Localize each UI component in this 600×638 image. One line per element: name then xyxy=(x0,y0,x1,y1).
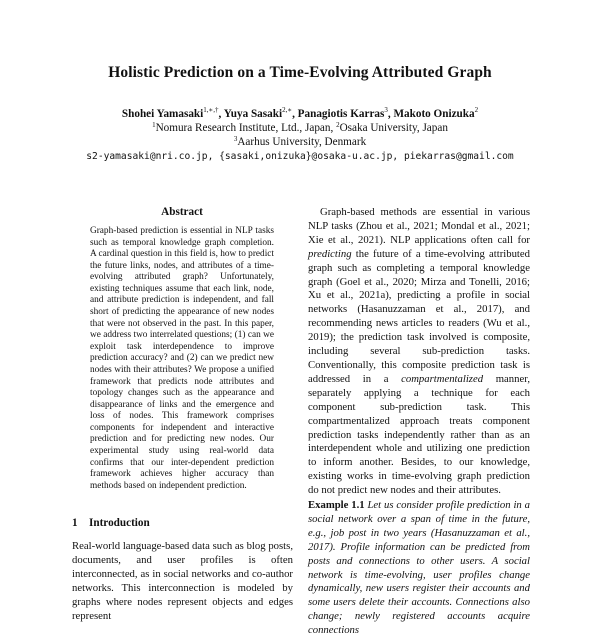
author-marks: 1,∗,† xyxy=(203,106,219,114)
author-marks: 2,∗ xyxy=(282,106,293,114)
author-separator: , xyxy=(292,108,298,120)
affiliation-text: Osaka University, Japan xyxy=(339,122,448,134)
emphasis: predicting xyxy=(308,247,352,260)
affiliation-mark: 1 xyxy=(152,121,156,129)
author-separator: , xyxy=(387,108,394,120)
example-text: Let us consider profile prediction in a social network over a span of time in the future, e.g., job post in two years (Hasanuzzaman et al., 2017). Profile information can be predicted from posts and connections to other users. A social network is time-evolving, user profiles change dynamically, new users register their accounts and some users delete their accounts. Connections also change; newly registered accounts acquire connections xyxy=(308,499,530,637)
affiliation-text: Nomura Research Institute, Ltd., Japan, xyxy=(155,122,337,134)
introduction-text: Real-world language-based data such as blog posts, documents, and user profiles is often interconnected, as in social networks and co-author networks. This interconnection is modeled by graphs where nodes represent objects and edges represent xyxy=(72,540,293,622)
section-title: Introduction xyxy=(89,517,150,529)
affiliation-line xyxy=(0,122,600,134)
affiliation-mark: 2 xyxy=(336,121,340,129)
author-marks: 2 xyxy=(474,106,479,114)
author-marks: 3 xyxy=(384,106,388,114)
text-run: the future of a time-evolving attributed graph such as completing a temporal knowledge graph (Goel et al., 2020; Mirza and Tonelli, 2016; Xu et al., 2021a), predicting a profile in social networks (Hasanuzzaman et al., 2017), and recommending news articles to readers (Wu et al., 2019); the prediction task involved is composite, including several sub-prediction tasks. Conventionally, this composite prediction task is addressed in a xyxy=(308,247,530,385)
author-name: Makoto Onizuka xyxy=(393,108,475,120)
emphasis: compartmentalized xyxy=(401,372,484,385)
body-paragraph xyxy=(308,206,530,498)
author-name: Shohei Yamasaki xyxy=(121,108,204,120)
section-number: 1 xyxy=(72,517,78,529)
author-name: Panagiotis Karras xyxy=(297,108,385,120)
section-heading xyxy=(72,517,292,529)
paper-title: Holistic Prediction on a Time-Evolving Attributed Graph xyxy=(108,64,492,81)
text-run: manner, separately applying a technique for each component sub-prediction task. This compartmentalized approach treats component prediction tasks independently rather than as an interdependent whole and utilizing one prediction to inform another. Besides, to our knowledge, existing works in time-evolving graph prediction do not predict new nodes and their attributes. xyxy=(308,372,530,497)
abstract-text: Graph-based prediction is essential in NLP tasks such as temporal knowledge graph completion. A cardinal question in this field is, how to predict the future links, nodes, and attributes of a time-evolving attributed graph? Unfortunately, existing techniques assume that each link, node, and attribute prediction is independent, and fall short of predicting the appearance of new nodes that were not observed in the past. In this paper, we address two interrelated questions; (1) can we exploit task interdependence to improve prediction accuracy? and (2) can we predict new nodes with their attributes? We propose a unified framework that predicts node attributes and topology changes such as the appearance and disappearance of links and the emergence and loss of nodes. This framework comprises components for independent and interactive prediction and for predicting new nodes. Our experimental study using real-world data confirms that our inter-dependent prediction framework achieves higher accuracy than methods based on independent prediction. xyxy=(90,226,274,491)
affiliation-text: Aarhus University, Denmark xyxy=(237,136,367,148)
text-run: Graph-based methods are essential in various NLP tasks (Zhou et al., 2021; Mondal et al., 2021; Xie et al., 2021). NLP applications often call for xyxy=(308,206,530,246)
affiliation-mark: 3 xyxy=(233,135,238,143)
author-list xyxy=(0,108,600,120)
right-column xyxy=(308,206,530,638)
example-label: Example 1.1 xyxy=(308,499,365,512)
example-block xyxy=(308,499,530,638)
author-separator: , xyxy=(218,108,224,120)
author-emails: s2-yamasaki@nri.co.jp, {sasaki,onizuka}@osaka-u.ac.jp, piekarras@gmail.com xyxy=(86,151,514,162)
abstract-heading: Abstract xyxy=(161,206,203,218)
affiliation-line xyxy=(0,136,600,148)
author-name: Yuya Sasaki xyxy=(223,108,283,120)
